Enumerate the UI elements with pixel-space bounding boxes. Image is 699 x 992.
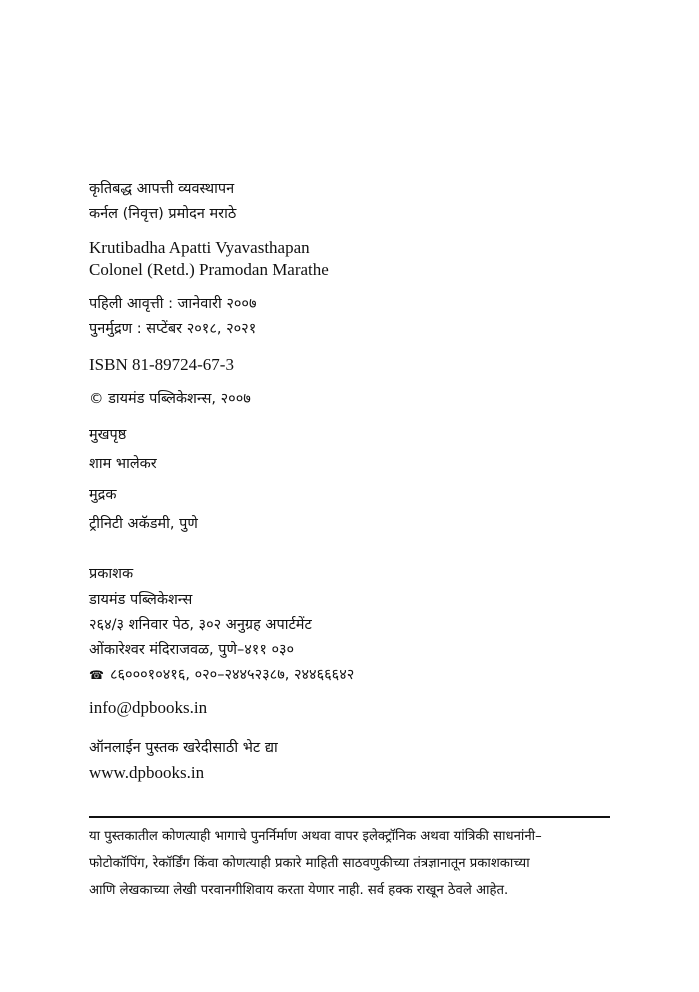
edition-block: [89, 292, 256, 342]
author-english: Colonel (Retd.) Pramodan Marathe: [89, 260, 329, 279]
website-url: www.dpbooks.in: [89, 763, 205, 782]
publisher-email: info@dpbooks.in: [89, 698, 208, 717]
publisher-phones: [89, 663, 354, 688]
telephone-icon: ☎: [89, 668, 104, 682]
rights-notice-line-1: या पुस्तकातील कोणत्याही भागाचे पुनर्निर्माण अथवा वापर इलेक्ट्रॉनिक अथवा यांत्रिकी साधनांनी–: [89, 829, 542, 844]
book-title-marathi: कृतिबद्ध आपत्ती व्यवस्थापन: [89, 181, 235, 197]
phone-numbers: ८६०००१०४१६, ०२०–२४४५२३८७, २४४६६६४२: [109, 667, 355, 683]
title-block-english: [89, 237, 329, 281]
rights-notice-line-3: आणि लेखकाच्या लेखी परवानगीशिवाय करता येणार नाही. सर्व हक्क राखून ठेवले आहेत.: [89, 883, 509, 898]
book-title-english: Krutibadha Apatti Vyavasthapan: [89, 238, 310, 257]
printer-label: मुद्रक: [89, 487, 117, 503]
publisher-name: डायमंड पब्लिकेशन्स: [89, 592, 193, 608]
title-block-marathi: [89, 177, 236, 227]
publisher-address-1: २६४/३ शनिवार पेठ, ३०२ अनुग्रह अपार्टमेंट: [89, 617, 312, 633]
cover-artist: शाम भालेकर: [89, 456, 157, 472]
printer-name: ट्रीनिटी अकॅडमी, पुणे: [89, 516, 198, 532]
author-marathi: कर्नल (निवृत्त) प्रमोदन मराठे: [89, 206, 237, 222]
first-edition: पहिली आवृत्ती : जानेवारी २००७: [89, 296, 257, 312]
reprint-edition: पुनर्मुद्रण : सप्टेंबर २०१८, २०२१: [89, 321, 257, 337]
printer-credit: [89, 483, 198, 537]
rights-notice: [89, 823, 610, 904]
isbn: ISBN 81-89724-67-3: [89, 355, 234, 374]
cover-label: मुखपृष्ठ: [89, 427, 127, 443]
publisher-address-2: ओंकारेश्वर मंदिराजवळ, पुणे–४११ ०३०: [89, 642, 295, 658]
rights-notice-line-2: फोटोकॉपिंग, रेकॉर्डिंग किंवा कोणत्याही प्रकारे माहिती साठवणुकीच्या तंत्रज्ञानातून प्रकाशकाच्या: [89, 856, 530, 871]
cover-credit: [89, 423, 157, 477]
publisher-block: [89, 562, 354, 688]
online-purchase-label: ऑनलाईन पुस्तक खरेदीसाठी भेट द्या: [89, 740, 278, 756]
publisher-label: प्रकाशक: [89, 566, 134, 582]
divider-rule: [89, 816, 610, 818]
copyright-line: © डायमंड पब्लिकेशन्स, २००७: [89, 391, 251, 407]
